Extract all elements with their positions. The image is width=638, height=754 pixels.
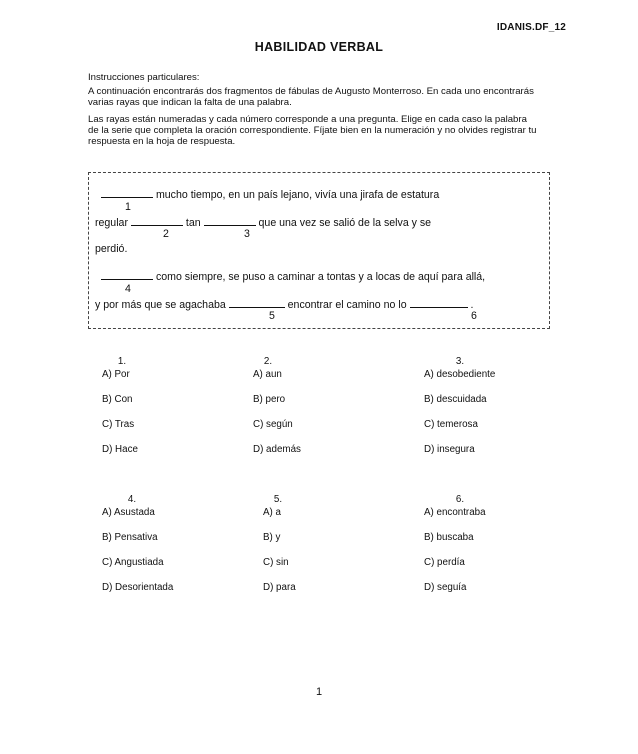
fragment2-line1-text: como siempre, se puso a caminar a tontas y a locas de aquí para allá, [155,271,486,283]
blank-number-3: 3 [244,228,250,240]
blank-3 [204,215,256,226]
question6-option-b[interactable]: B) buscaba [424,532,474,543]
blank-2 [131,215,183,226]
fragment2-line2-c: . [470,299,474,311]
question-number-3: 3. [455,356,465,367]
question4-option-a[interactable]: A) Asustada [102,507,155,518]
instructions-p1-line1: A continuación encontrarás dos fragmentos de fábulas de Augusto Monterroso. En cada uno encontrarás [88,86,534,97]
blank-number-1: 1 [125,201,131,213]
blank-number-4: 4 [125,283,131,295]
question2-option-d[interactable]: D) además [253,444,301,455]
blank-4 [101,269,153,280]
fragments-box [88,172,550,329]
question-number-6: 6. [455,494,465,505]
question1-option-b[interactable]: B) Con [102,394,133,405]
instructions-p2-line3: respuesta en la hoja de respuesta. [88,136,236,147]
question5-option-a[interactable]: A) a [263,507,281,518]
fragment2-line2-a: y por más que se agachaba [95,299,226,311]
page-title: HABILIDAD VERBAL [254,40,384,54]
question5-option-c[interactable]: C) sin [263,557,289,568]
question3-option-d[interactable]: D) insegura [424,444,475,455]
question6-option-d[interactable]: D) seguía [424,582,467,593]
page-number: 1 [315,686,323,698]
question-number-2: 2. [263,356,273,367]
fragment1-line1 [101,187,439,201]
instructions-heading: Instrucciones particulares: [88,72,200,83]
question5-option-b[interactable]: B) y [263,532,281,543]
blank-number-6: 6 [471,310,477,322]
fragment1-line2 [95,215,431,229]
fragment1-line2-a: regular [95,217,128,229]
instructions-p2-line1: Las rayas están numeradas y cada número corresponde a una pregunta. Elige en cada caso la palabra [88,114,527,125]
blank-number-2: 2 [163,228,169,240]
question2-option-b[interactable]: B) pero [253,394,286,405]
question4-option-b[interactable]: B) Pensativa [102,532,158,543]
question1-option-c[interactable]: C) Tras [102,419,135,430]
fragment2-line2-b: encontrar el camino no lo [287,299,407,311]
instructions-p1-line2: varias rayas que indican la falta de una palabra. [88,97,292,108]
question4-option-c[interactable]: C) Angustiada [102,557,164,568]
instructions-p2-line2: de la serie que completa la oración correspondiente. Fíjate bien en la numeración y no olvides registrar tu [88,125,537,136]
question-number-1: 1. [117,356,127,367]
question3-option-a[interactable]: A) desobediente [424,369,496,380]
fragment1-line1-text: mucho tiempo, en un país lejano, vivía una jirafa de estatura [155,189,440,201]
blank-1 [101,187,153,198]
question-number-5: 5. [273,494,283,505]
question-number-4: 4. [127,494,137,505]
question2-option-a[interactable]: A) aun [253,369,282,380]
fragment1-line3: perdió. [95,243,128,255]
question1-option-a[interactable]: A) Por [102,369,130,380]
question4-option-d[interactable]: D) Desorientada [102,582,174,593]
question6-option-a[interactable]: A) encontraba [424,507,486,518]
question3-option-c[interactable]: C) temerosa [424,419,478,430]
question6-option-c[interactable]: C) perdía [424,557,465,568]
blank-6 [410,297,468,308]
blank-number-5: 5 [269,310,275,322]
blank-5 [229,297,285,308]
fragment2-line1 [101,269,485,283]
question5-option-d[interactable]: D) para [263,582,296,593]
document-code: IDANIS.DF_12 [496,22,566,33]
fragment2-line2 [95,297,473,311]
fragment1-line2-c: que una vez se salió de la selva y se [258,217,432,229]
fragment1-line2-b: tan [185,217,201,229]
question2-option-c[interactable]: C) según [253,419,293,430]
question3-option-b[interactable]: B) descuidada [424,394,487,405]
question1-option-d[interactable]: D) Hace [102,444,138,455]
